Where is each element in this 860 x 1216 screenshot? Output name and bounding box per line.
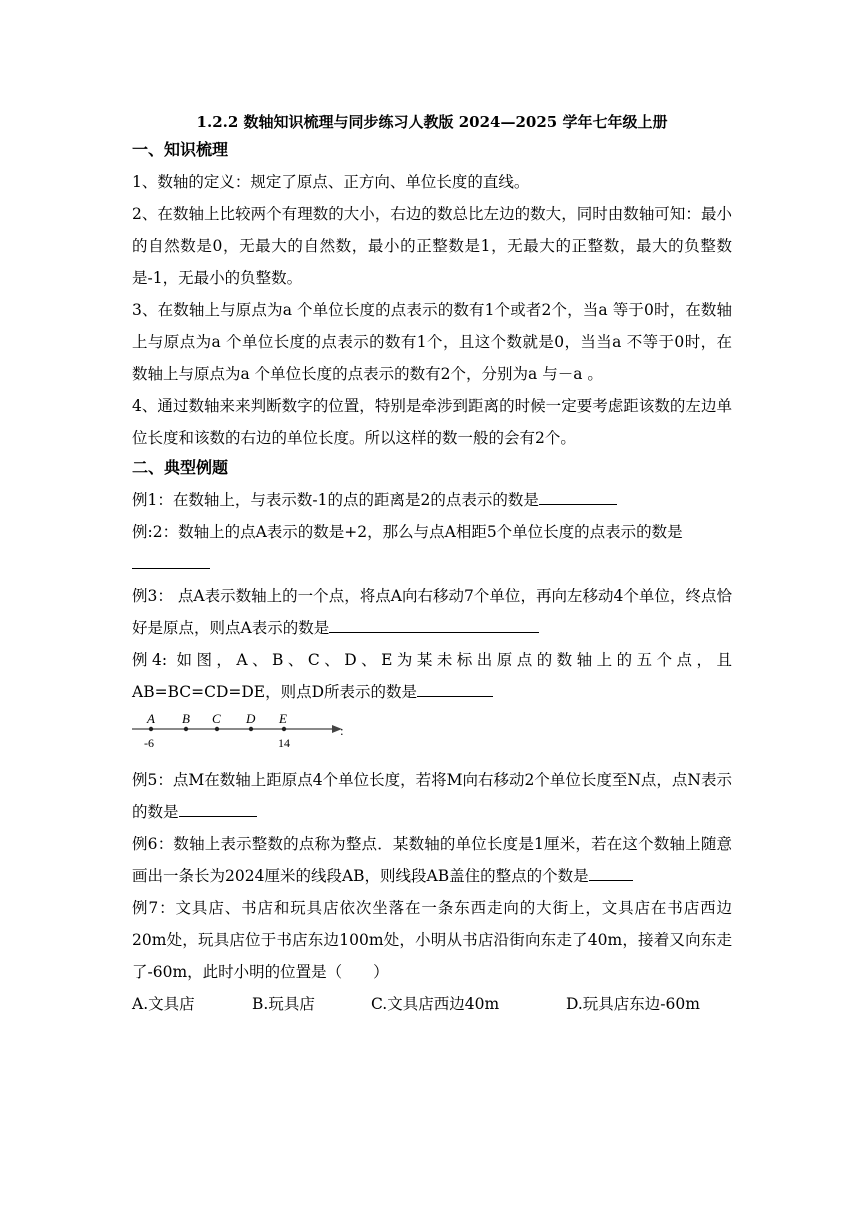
knowledge-point-2: 2、在数轴上比较两个有理数的大小，右边的数总比左边的数大，同时由数轴可知：最小的自然数是0，无最大的自然数，最小的正整数是1，无最大的正整数，最大的负整数是-1，无最小的负整数。 xyxy=(132,205,732,287)
label-e: E xyxy=(279,711,287,726)
answer-blank xyxy=(417,680,493,697)
value-e: 14 xyxy=(278,736,290,750)
section-heading-knowledge: 一、知识梳理 xyxy=(132,140,229,159)
example-1-text: 例1：在数轴上，与表示数-1的点的距离是2的点表示的数是 xyxy=(132,491,539,509)
label-c: C xyxy=(212,711,221,726)
answer-blank xyxy=(589,864,633,881)
example-3-text: 例3： 点A表示数轴上的一个点，将点A向右移动7个单位，再向左移动4个单位，终点恰好是原点，则点A表示的数是 xyxy=(132,587,732,637)
section-heading-examples: 二、典型例题 xyxy=(132,458,229,477)
example-2-text: 例:2：数轴上的点A表示的数是+2，那么与点A相距5个单位长度的点表示的数是 xyxy=(132,523,683,541)
example-7: 例7：文具店、书店和玩具店依次坐落在一条东西走向的大街上，文具店在书店西边20m处，玩具店位于书店东边100m处，小明从书店沿街向东走了40m，接着又向东走了-60m，此时小明的位置是（ ） xyxy=(132,899,732,981)
answer-blank xyxy=(539,488,617,505)
point-e xyxy=(282,727,286,731)
choice-d: D.玩具店东边-60m xyxy=(566,995,700,1013)
knowledge-point-1: 1、数轴的定义：规定了原点、正方向、单位长度的直线。 xyxy=(132,173,530,191)
number-line-figure xyxy=(132,708,732,764)
example-4-text: 例4: 如图，A、B、C、D、E为某未标出原点的数轴上的五个点，且AB=BC=CD=DE，则点D所表示的数是 xyxy=(132,651,732,701)
example-3 xyxy=(132,580,732,644)
example-1 xyxy=(132,484,732,516)
label-a: A xyxy=(147,711,155,726)
document-title: 1.2.2 数轴知识梳理与同步练习人教版 2024—2025 学年七年级上册 xyxy=(196,113,668,131)
label-b: B xyxy=(182,711,190,726)
answer-blank xyxy=(179,800,257,817)
number-line-svg xyxy=(132,708,732,764)
knowledge-point-4: 4、通过数轴来来判断数字的位置，特别是牵涉到距离的时候一定要考虑距该数的左边单位长度和该数的右边的单位长度。所以这样的数一般的会有2个。 xyxy=(132,397,732,447)
point-a xyxy=(149,727,153,731)
choice-a: A.文具店 xyxy=(132,995,195,1013)
value-a: -6 xyxy=(144,736,154,750)
example-5 xyxy=(132,764,732,828)
knowledge-point-3: 3、在数轴上与原点为a 个单位长度的点表示的数有1个或者2个，当a 等于0时，在数轴上与原点为a 个单位长度的点表示的数有1个，且这个数就是0，当当a 不等于0时，在数轴上与原点为a 个单位长度的点表示的数有2个，分别为a 与－a 。 xyxy=(132,301,732,383)
point-b xyxy=(184,727,188,731)
example-7-choices xyxy=(132,988,732,1020)
answer-blank xyxy=(329,616,539,633)
document-page xyxy=(132,108,732,1020)
example-5-text: 例5：点M在数轴上距原点4个单位长度，若将M向右移动2个单位长度至N点，点N表示的数是 xyxy=(132,771,732,821)
point-d xyxy=(249,727,253,731)
example-6 xyxy=(132,828,732,892)
choice-b: B.玩具店 xyxy=(252,995,315,1013)
example-4 xyxy=(132,644,732,708)
label-d: D xyxy=(246,711,256,726)
figure-colon: : xyxy=(340,723,344,738)
example-2 xyxy=(132,516,732,580)
example-6-text: 例6：数轴上表示整数的点称为整点．某数轴的单位长度是1厘米，若在这个数轴上随意画出一条长为2024厘米的线段AB，则线段AB盖住的整点的个数是 xyxy=(132,835,732,885)
choice-c: C.文具店西边40m xyxy=(371,995,500,1013)
point-c xyxy=(215,727,219,731)
answer-blank xyxy=(132,552,210,569)
